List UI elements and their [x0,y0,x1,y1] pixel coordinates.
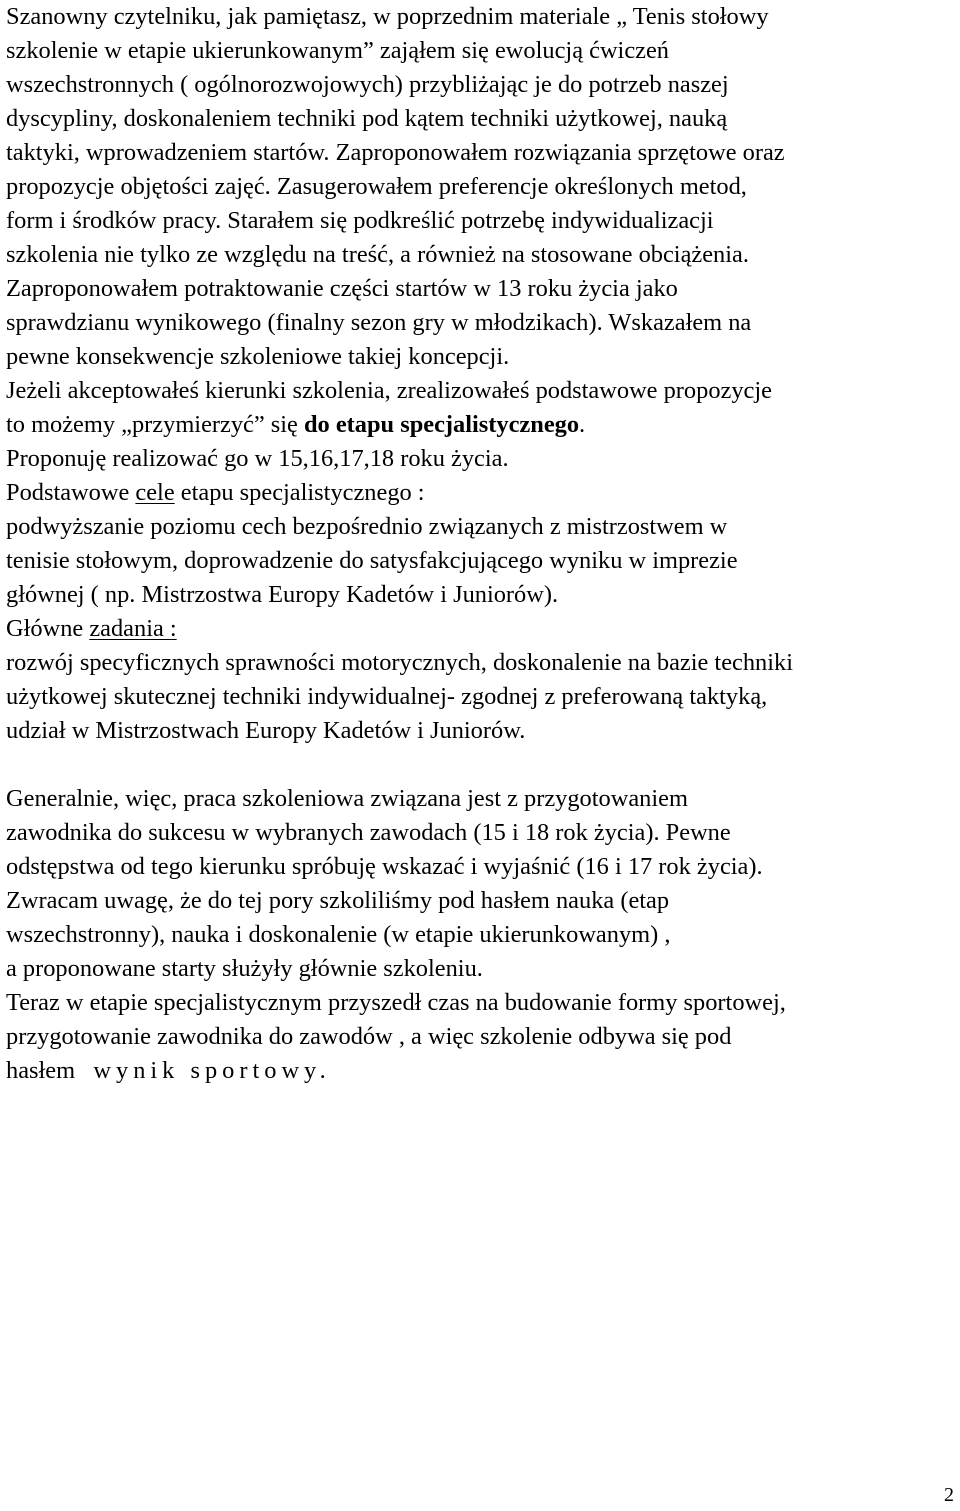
text-line: Szanowny czytelniku, jak pamiętasz, w poprzednim materiale „ Tenis stołowy [6,3,769,30]
text-line: rozwój specyficznych sprawności motorycznych, doskonalenie na bazie techniki [6,649,793,676]
text-line: Generalnie, więc, praca szkoleniowa związana jest z przygotowaniem [6,785,688,812]
stage-name-bold: do etapu specjalistycznego [303,411,580,438]
text-line: sprawdzianu wynikowego (finalny sezon gry w młodzikach). Wskazałem na [6,309,752,336]
text-line: przygotowanie zawodnika do zawodów , a więc szkolenie odbywa się pod [6,1023,732,1050]
text-line: Proponuję realizować go w 15,16,17,18 roku życia. [6,445,509,472]
text-line [6,1054,956,1088]
document-page [6,0,956,1088]
text-line: a proponowane starty służyły głównie szkoleniu. [6,955,483,982]
text-line: tenisie stołowym, doprowadzenie do satysfakcjującego wyniku w imprezie [6,547,738,574]
text-line: form i środków pracy. Starałem się podkreślić potrzebę indywidualizacji [6,207,714,234]
text-line: odstępstwa od tego kierunku spróbuję wskazać i wyjaśnić (16 i 17 rok życia). [6,853,763,880]
text-line: taktyki, wprowadzeniem startów. Zaproponowałem rozwiązania sprzętowe oraz [6,139,785,166]
text-line: Zwracam uwagę, że do tej pory szkoliliśmy pod hasłem nauka (etap [6,887,670,914]
text-line: Teraz w etapie specjalistycznym przyszedł czas na budowanie formy sportowej, [6,989,786,1016]
intro-paragraph [6,0,956,476]
goals-heading [6,476,956,510]
paragraph-gap [6,748,956,782]
text-line: szkolenie w etapie ukierunkowanym” zająłem się ewolucją ćwiczeń [6,37,670,64]
goals-heading-underlined: cele [135,479,175,506]
tasks-heading-underlined: zadania : [89,615,177,642]
tasks-section [6,612,956,748]
text-line [6,408,956,442]
text-line: użytkowej skutecznej techniki indywidualnej- zgodnej z preferowaną taktyką, [6,683,768,710]
summary-paragraph [6,782,956,1088]
text-line: pewne konsekwencje szkoleniowe takiej koncepcji. [6,343,510,370]
sport-result-spaced: wynik sportowy. [93,1057,331,1084]
text-line: Jeżeli akceptowałeś kierunki szkolenia, zrealizowałeś podstawowe propozycje [6,377,772,404]
text-line: głównej ( np. Mistrzostwa Europy Kadetów i Juniorów). [6,581,559,608]
text-line: podwyższanie poziomu cech bezpośrednio związanych z mistrzostwem w [6,513,728,540]
text-line: szkolenia nie tylko ze względu na treść, a również na stosowane obciążenia. [6,241,749,268]
tasks-heading [6,612,956,646]
text-line: propozycje objętości zajęć. Zasugerowałem preferencje określonych metod, [6,173,747,200]
page-number: 2 [944,1484,954,1506]
text-line: Zaproponowałem potraktowanie części startów w 13 roku życia jako [6,275,678,302]
goals-heading-suffix: etapu specjalistycznego : [174,479,425,506]
text-line: wszechstronnych ( ogólnorozwojowych) przybliżając je do potrzeb naszej [6,71,729,98]
tasks-heading-prefix: Główne [6,615,90,642]
last-line-prefix: hasłem [6,1057,94,1084]
goals-section [6,476,956,612]
text-line: udział w Mistrzostwach Europy Kadetów i Juniorów. [6,717,526,744]
line-suffix: . [579,411,586,438]
goals-heading-prefix: Podstawowe [6,479,136,506]
text-line: dyscypliny, doskonaleniem techniki pod kątem techniki użytkowej, nauką [6,105,728,132]
text-line: zawodnika do sukcesu w wybranych zawodach (15 i 18 rok życia). Pewne [6,819,731,846]
line-prefix: to możemy „przymierzyć” się [6,411,304,438]
text-line: wszechstronny), nauka i doskonalenie (w etapie ukierunkowanym) , [6,921,671,948]
